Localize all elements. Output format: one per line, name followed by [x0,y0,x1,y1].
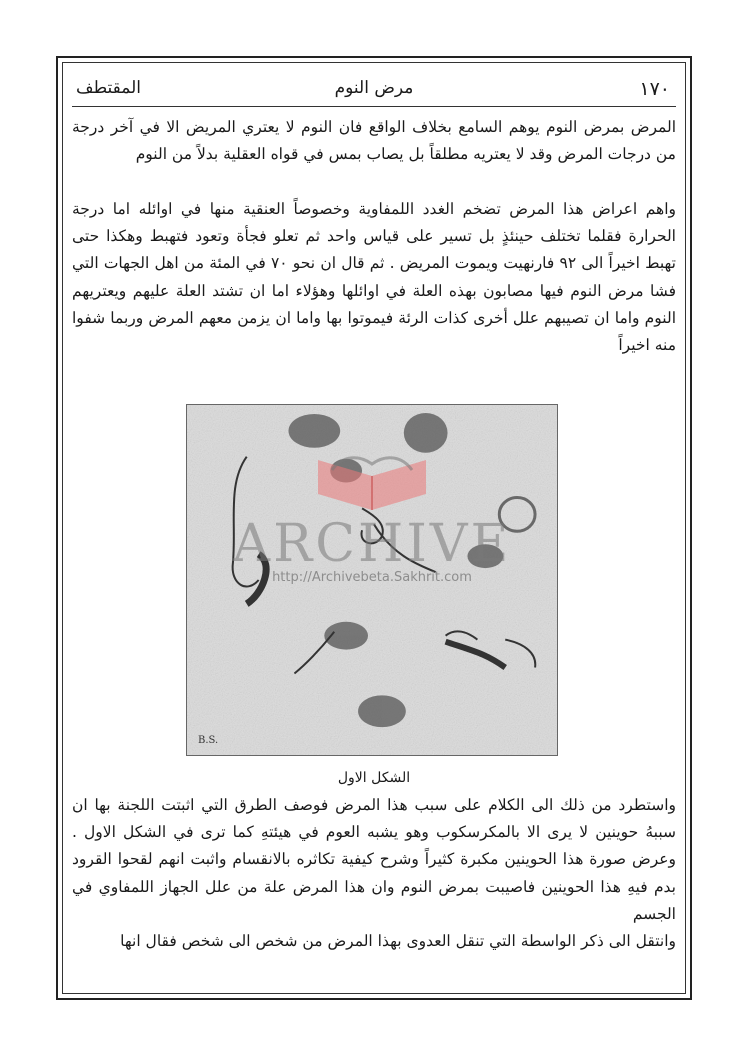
watermark-text: ARCHIVE [232,514,512,574]
paragraph-3-text: واستطرد من ذلك الى الكلام على سبب هذا المرض فوصف الطرق التي اثبتت اللجنة بها ان سببهُ حوينين لا يرى الا بالمكرسكوب وهو يشبه العوم في هيئتهِ كما ترى في الشكل الاول . وعرض صورة هذا الحوينين مكبرة كثيراً وشرح كيفية تكاثره بالانقسام واثبت انهم لقحوا القرود بدم فيهِ هذا الحوينين فاصيبت بمرض النوم وان هذا المرض علة من علل الجهاز اللمفاوي في الجسم [72,796,676,923]
figure-initials: B.S. [198,735,219,746]
figure-micrograph [186,404,558,756]
watermark-url: http://Archivebeta.Sakhrit.com [272,570,472,585]
figure-caption: الشكل الاول [337,770,411,786]
micrograph-illustration [187,405,557,755]
journal-name: المقتطف [76,78,142,98]
header-rule [72,106,676,107]
paragraph-2: واهم اعراض هذا المرض تضخم الغدد اللمفاوية وخصوصاً العنقية منها في اوائله اما درجة الحرارة فقلما تختلف حينئذٍ بل تسير على قياس واحد ثم تعلو فجأة وتعود فتهبط وهكذا حتى تهبط اخيراً الى ٩٢ فارنهيت ويموت المريض . ثم قال ان نحو ٧٠ في المئة من اهل الجهات التي فشا مرض النوم فيها مصابون بهذه العلة في اوائلها وهؤلاء اما ان تشتد العلة عليهم ويعتريهم النوم واما ان تصيبهم علل أخرى كذات الرئة فيموتوا بها واما ان يزمن معهم المرض وربما شفوا منه اخيراً [72,200,676,355]
paragraph-3 [72,792,676,955]
page-number: ١٧٠ [639,78,670,100]
page-header [72,76,676,106]
paragraph-4-text: وانتقل الى ذكر الواسطة التي تنقل العدوى بهذا المرض من شخص الى شخص فقال انها [120,932,676,951]
running-title: مرض النوم [334,78,414,98]
paragraph-1: المرض بمرض النوم يوهم السامع بخلاف الواقع فان النوم لا يعتري المريض الا في آخر درجة من درجات المرض وقد لا يعتريه مطلقاً بل يصاب بمس في قواه العقلية بدلاً من النوم [72,118,676,164]
